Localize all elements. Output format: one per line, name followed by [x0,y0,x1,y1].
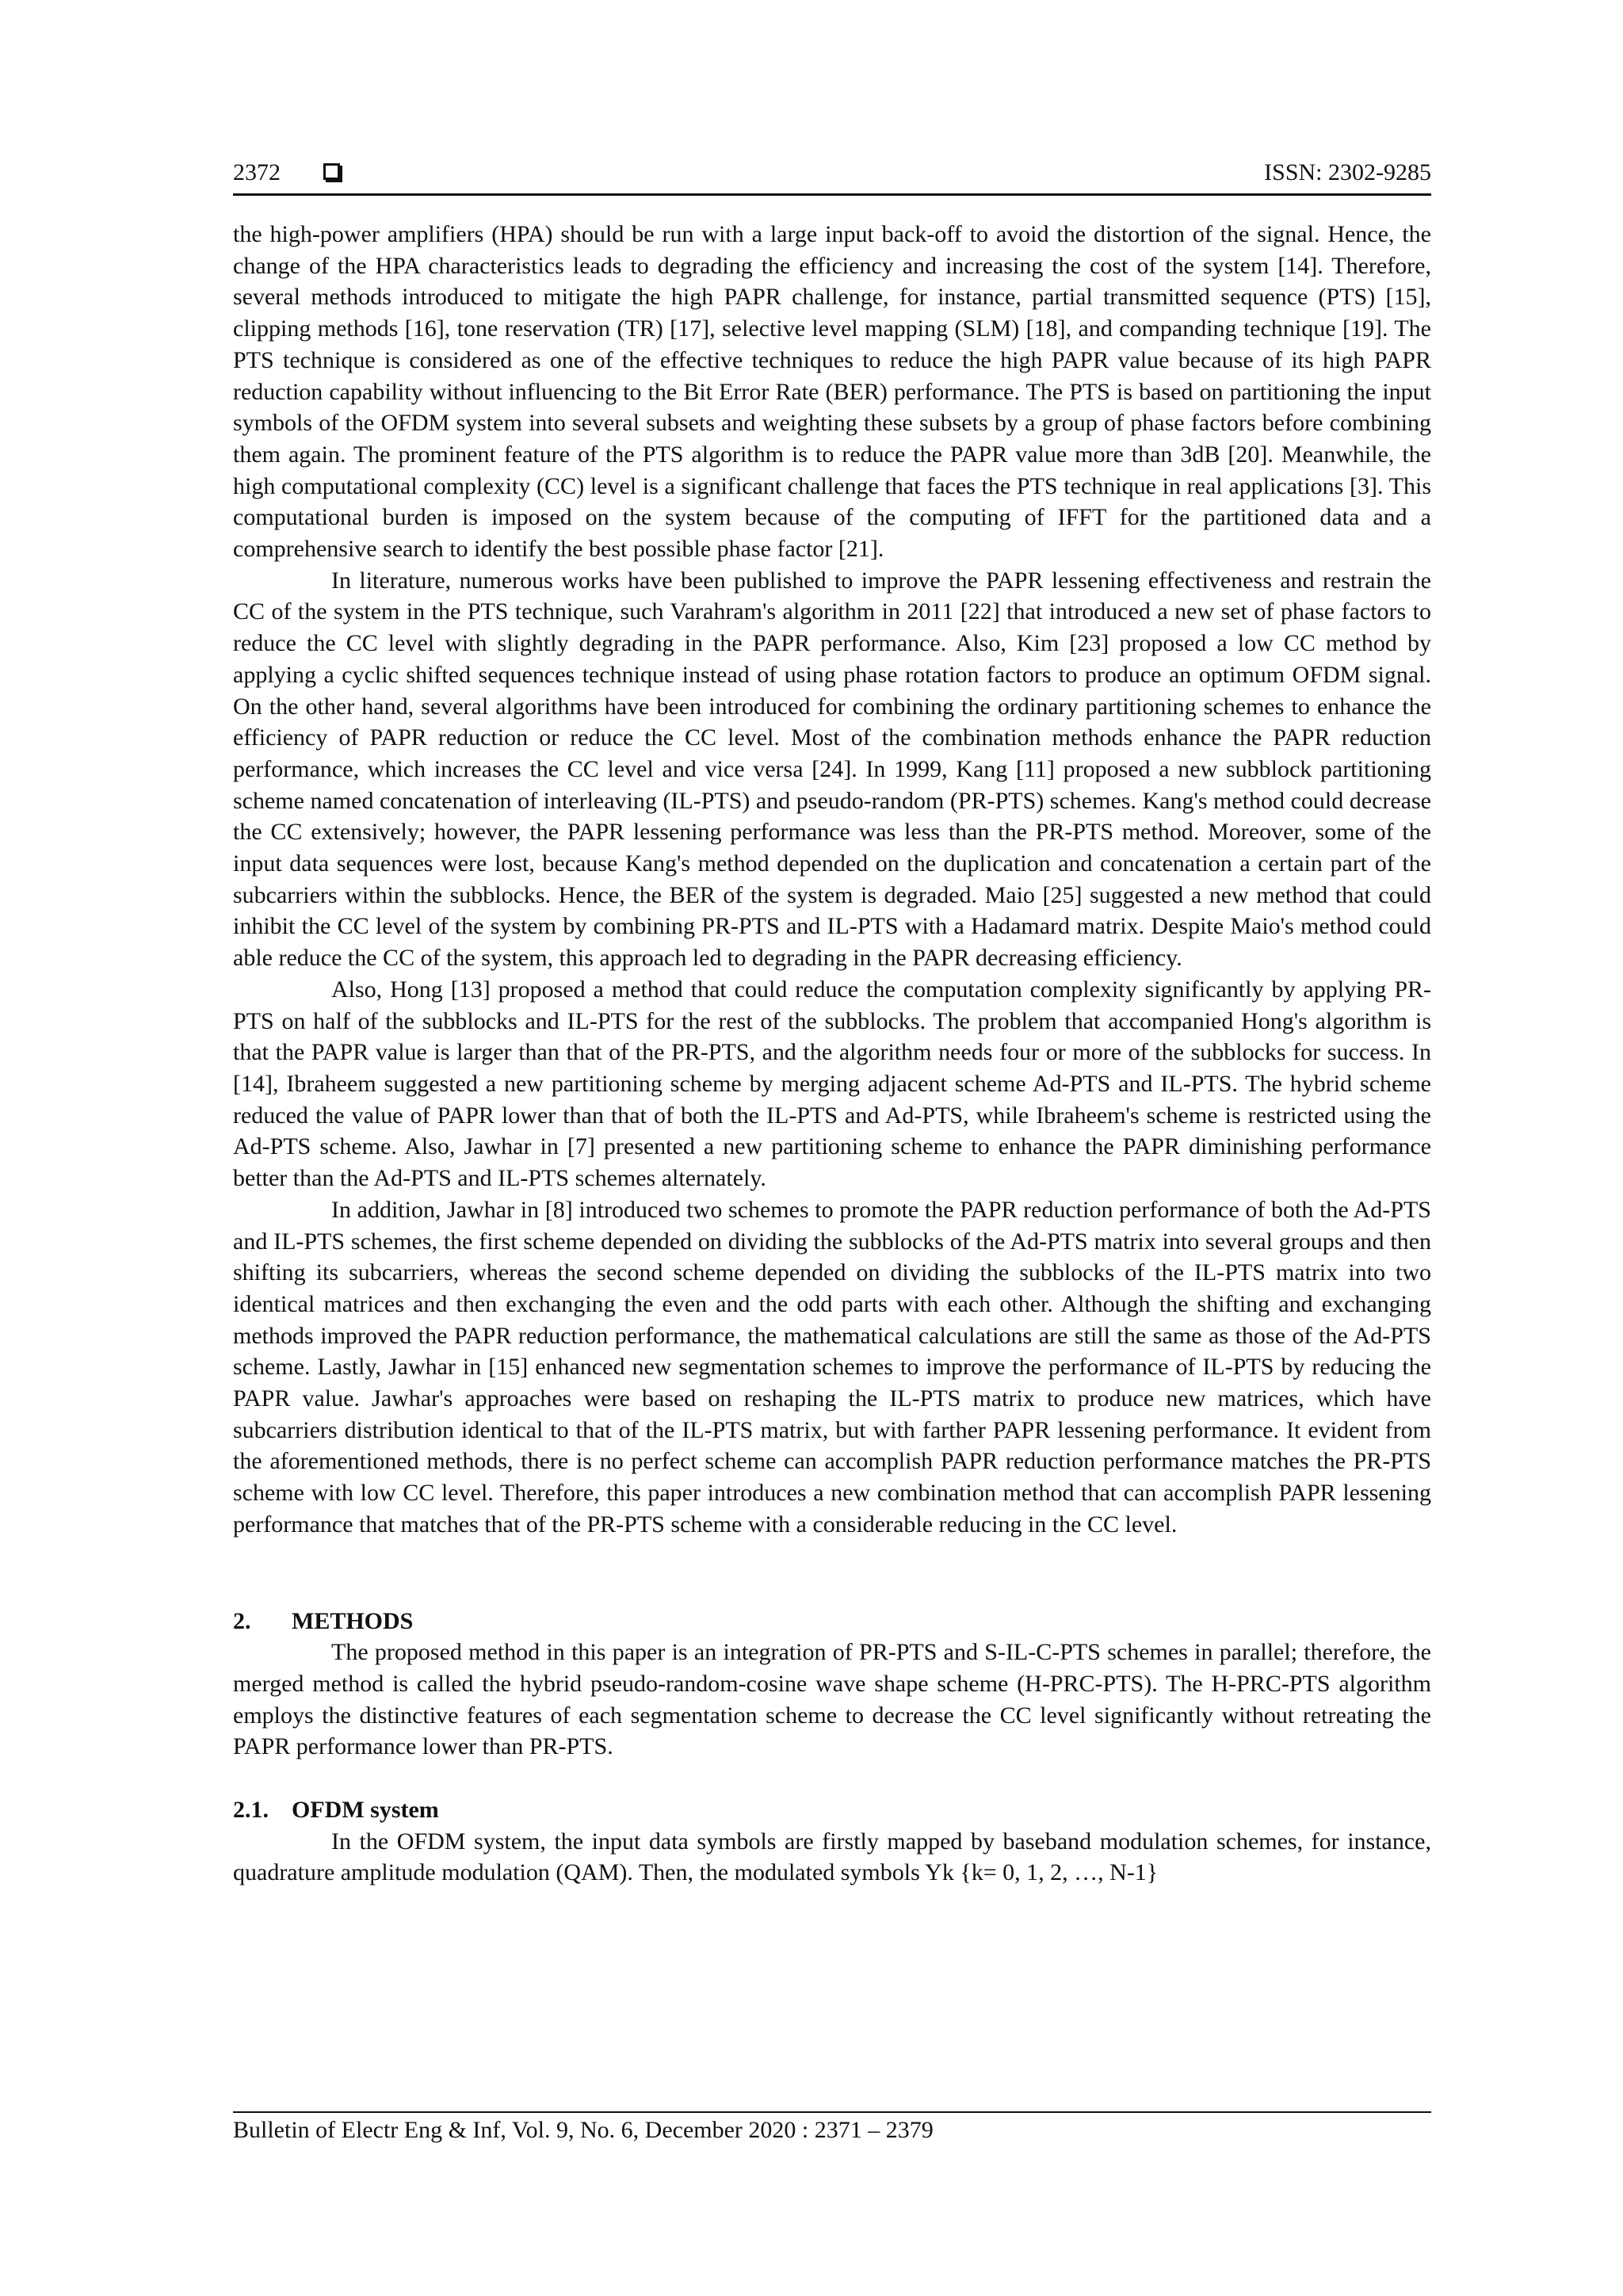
paragraph-3: Also, Hong [13] proposed a method that could reduce the computation complexity significantly by applying PR-PTS on half of the subblocks and IL-PTS for the rest of the subblocks. The problem that accompanied Hong's algorithm is that the PAPR value is larger than that of the PR-PTS, and the algorithm needs four or more of the subblocks for success. In [14], Ibraheem suggested a new partitioning scheme by merging adjacent scheme Ad-PTS and IL-PTS. The hybrid scheme reduced the value of PAPR lower than that of both the IL-PTS and Ad-PTS, while Ibraheem's scheme is restricted using the Ad-PTS scheme. Also, Jawhar in [7] presented a new partitioning scheme to enhance the PAPR diminishing performance better than the Ad-PTS and IL-PTS schemes alternately. [233,976,1431,1192]
subsection-number: 2.1. [233,1797,269,1824]
subsection-spacer [233,1763,1431,1794]
methods-paragraph: The proposed method in this paper is an integration of PR-PTS and S-IL-C-PTS schemes in parallel; therefore, the merged method is called the hybrid pseudo-random-cosine wave shape scheme (H-PRC-PTS). The H-PRC-PTS algorithm employs the distinctive features of each segmentation scheme to decrease the CC level significantly without retreating the PAPR performance lower than PR-PTS. [233,1639,1431,1760]
paragraph-2: In literature, numerous works have been published to improve the PAPR lessening effectiveness and restrain the CC of the system in the PTS technique, such Varahram's algorithm in 2011 [22] that introduced a new set of phase factors to reduce the CC level with slightly degrading in the PAPR performance. Also, Kim [23] proposed a low CC method by applying a cyclic shifted sequences technique instead of using phase rotation factors to produce an optimum OFDM signal. On the other hand, several algorithms have been introduced for combining the ordinary partitioning schemes to enhance the efficiency of PAPR reduction or reduce the CC level. Most of the combination methods enhance the PAPR reduction performance, which increases the CC level and vice versa [24]. In 1999, Kang [11] proposed a new subblock partitioning scheme named concatenation of interleaving (IL-PTS) and pseudo-random (PR-PTS) schemes. Kang's method could decrease the CC extensively; however, the PAPR lessening performance was less than the PR-PTS method. Moreover, some of the input data sequences were lost, because Kang's method depended on the duplication and concatenation a certain part of the subcarriers within the subblocks. Hence, the BER of the system is degraded. Maio [25] suggested a new method that could inhibit the CC level of the system by combining PR-PTS and IL-PTS with a Hadamard matrix. Despite Maio's method could able reduce the CC of the system, this approach led to degrading in the PAPR decreasing efficiency. [233,567,1431,972]
section-title: METHODS [292,1607,414,1634]
checkbox-square-icon [323,163,340,180]
running-header [233,155,1431,190]
section-heading-methods [233,1606,1431,1637]
paragraph-1: the high-power amplifiers (HPA) should be run with a large input back-off to avoid the distortion of the signal. Hence, the change of the HPA characteristics leads to degrading the efficiency and increasing the cost of the system [14]. Therefore, several methods introduced to mitigate the high PAPR challenge, for instance, partial transmitted sequence (PTS) [15], clipping methods [16], tone reservation (TR) [17], selective level mapping (SLM) [18], and companding technique [19]. The PTS technique is considered as one of the effective techniques to reduce the high PAPR value because of its high PAPR reduction capability without influencing to the Bit Error Rate (BER) performance. The PTS is based on partitioning the input symbols of the OFDM system into several subsets and weighting these subsets by a group of phase factors before combining them again. The prominent feature of the PTS algorithm is to reduce the PAPR value more than 3dB [20]. Meanwhile, the high computational complexity (CC) level is a significant challenge that faces the PTS technique in real applications [3]. This computational burden is imposed on the system because of the computing of IFFT for the partitioned data and a comprehensive search to identify the best possible phase factor [21]. [233,221,1431,563]
section-number: 2. [233,1607,251,1634]
footer-rule [233,2111,1431,2113]
section-spacer [233,1541,1431,1606]
subsection-heading-ofdm [233,1794,1431,1826]
article-body [233,219,1431,1889]
page-number: 2372 [233,159,281,185]
subsection-title: OFDM system [292,1797,439,1824]
ofdm-paragraph: In the OFDM system, the input data symbols are firstly mapped by baseband modulation schemes, for instance, quadrature amplitude modulation (QAM). Then, the modulated symbols Yk {k= 0, 1, 2, …, N-1} [233,1828,1431,1886]
header-rule [233,193,1431,196]
paragraph-4: In addition, Jawhar in [8] introduced two schemes to promote the PAPR reduction performance of both the Ad-PTS and IL-PTS schemes, the first scheme depended on dividing the subblocks of the Ad-PTS matrix into several groups and then shifting its subcarriers, whereas the second scheme depended on dividing the subblocks of the IL-PTS matrix into two identical matrices and then exchanging the even and the odd parts with each other. Although the shifting and exchanging methods improved the PAPR reduction performance, the mathematical calculations are still the same as those of the Ad-PTS scheme. Lastly, Jawhar in [15] enhanced new segmentation schemes to improve the performance of IL-PTS by reducing the PAPR value. Jawhar's approaches were based on reshaping the IL-PTS matrix to produce new matrices, which have subcarriers distribution identical to that of the IL-PTS matrix, but with farther PAPR lessening performance. It evident from the aforementioned methods, there is no perfect scheme can accomplish PAPR reduction performance matches the PR-PTS scheme with low CC level. Therefore, this paper introduces a new combination method that can accomplish PAPR lessening performance that matches that of the PR-PTS scheme with a considerable reducing in the CC level. [233,1196,1431,1538]
footer-citation: Bulletin of Electr Eng & Inf, Vol. 9, No. 6, December 2020 : 2371 – 2379 [233,2117,934,2143]
issn-label: ISSN: 2302-9285 [1264,159,1431,185]
